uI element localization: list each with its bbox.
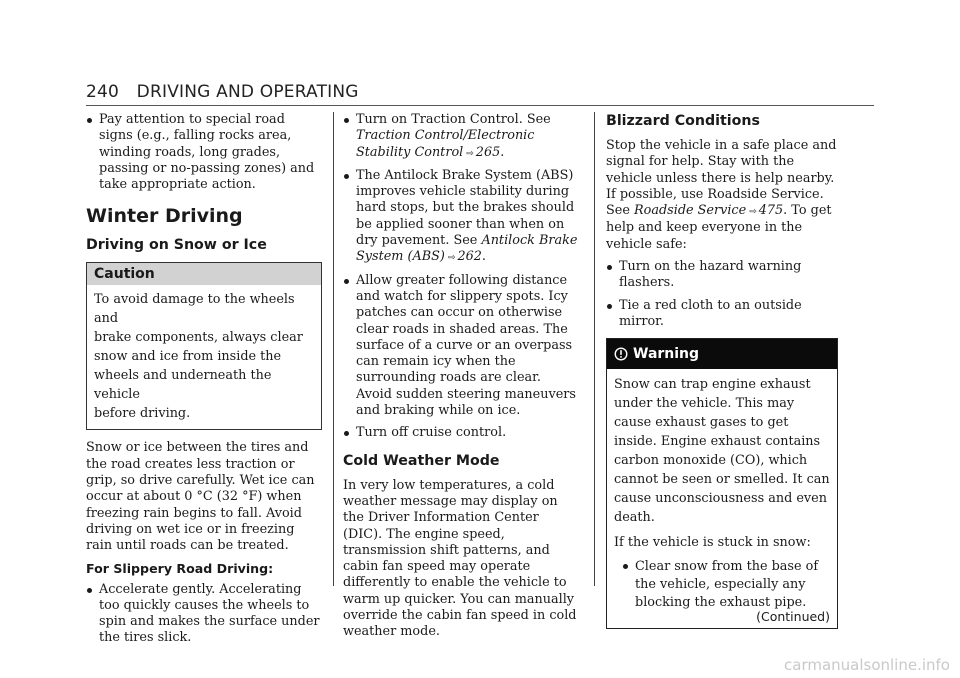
- list-item-text: The Antilock Brake System (ABS) improves vehicle stability during hard stops, but the brakes should be applied sooner than when on dry pavement. See: [356, 167, 575, 249]
- run-in-heading: For Slippery Road Driving:: [86, 560, 274, 576]
- warning-icon: [614, 347, 628, 361]
- page-reference[interactable]: 265: [475, 144, 501, 160]
- bullet-list: [86, 112, 322, 193]
- caution-box: [86, 262, 322, 430]
- warning-paragraph: Snow can trap engine exhaust under the vehicle. This may cause exhaust gases to get inside. Engine exhaust contains carbon monoxide (CO), which cannot be seen or smelled. It can cause unconsciousness and even death.: [614, 377, 830, 526]
- warning-box: [606, 338, 838, 629]
- list-item: The Antilock Brake System (ABS) improves vehicle stability during hard stops, but the brakes should be applied sooner than when on dry pavement. See Antilock Brake System (ABS) ⇨ 262.: [343, 168, 579, 267]
- warning-header: [607, 339, 837, 369]
- subsection-heading: Blizzard Conditions: [606, 113, 760, 129]
- subsection-heading: Cold Weather Mode: [343, 452, 500, 469]
- column-3: [606, 112, 838, 629]
- page-reference[interactable]: 475: [758, 203, 784, 219]
- list-item: Accelerate gently. Accelerating too quickly causes the wheels to spin and makes the surface under the tires slick.: [86, 582, 322, 647]
- caution-line: wheels and underneath the vehicle: [94, 368, 272, 403]
- column-divider-2: [594, 112, 595, 586]
- caution-line: snow and ice from inside the: [94, 349, 282, 365]
- list-item: Turn off cruise control.: [343, 425, 579, 441]
- page-number: 240: [86, 82, 120, 102]
- cross-reference-link[interactable]: Roadside Service: [634, 203, 747, 219]
- section-heading: Winter Driving: [86, 205, 243, 228]
- body-paragraph: Snow or ice between the tires and the road creates less traction or grip, so drive carefully. Wet ice can occur at about 0 °C (32 °F) when freezing rain begins to fall. Avoid driving on wet ice or in freezing rain until roads can be treated.: [86, 440, 315, 554]
- watermark: carmanualsonline.info: [784, 656, 950, 674]
- caution-body: [87, 285, 321, 429]
- caution-title: Caution: [87, 263, 321, 285]
- column-1: [86, 112, 322, 653]
- subsection-heading: Driving on Snow or Ice: [86, 237, 267, 254]
- warning-title: Warning: [633, 346, 700, 363]
- continued-label: (Continued): [756, 609, 830, 625]
- page-header: [86, 82, 359, 102]
- section-title: DRIVING AND OPERATING: [136, 82, 359, 102]
- page-arrow-icon: ⇨: [466, 148, 474, 159]
- cross-reference-link[interactable]: Traction Control/Electronic Stability Control: [356, 128, 535, 160]
- body-paragraph: In very low temperatures, a cold weather message may display on the Driver Information Center (DIC). The engine speed, transmission shift patterns, and cabin fan speed may operate differently to enable the vehicle to warm up quicker. You can manually override the cabin fan speed in cold weather mode.: [343, 477, 577, 640]
- column-divider-1: [333, 112, 334, 586]
- cross-reference-link[interactable]: Antilock Brake System (ABS): [356, 233, 578, 265]
- paragraph-text: . To get help and keep everyone in the vehicle safe:: [606, 203, 832, 252]
- list-item: Turn on the hazard warning flashers.: [606, 259, 838, 292]
- page-reference[interactable]: 262: [457, 249, 482, 265]
- warning-body: [607, 369, 837, 628]
- header-divider: [86, 105, 874, 106]
- list-item: Tie a red cloth to an outside mirror.: [606, 298, 838, 331]
- bullet-list: [606, 259, 838, 330]
- paragraph-text: Stop the vehicle in a safe place and signal for help. Stay with the vehicle unless there is help nearby. If possible, use Roadside Service. See: [606, 138, 837, 219]
- caution-line: To avoid damage to the wheels and: [94, 292, 295, 327]
- bullet-list: [614, 558, 830, 612]
- warning-paragraph: If the vehicle is stuck in snow:: [614, 535, 811, 551]
- page-arrow-icon: ⇨: [447, 253, 456, 264]
- bullet-list: [343, 112, 579, 442]
- caution-line: before driving.: [94, 406, 191, 422]
- bullet-list: [86, 582, 322, 647]
- column-2: [343, 112, 579, 647]
- list-item: Pay attention to special road signs (e.g., falling rocks area, winding roads, long grades, passing or no-passing zones) and take appropriate action.: [86, 112, 322, 193]
- list-item: Allow greater following distance and watch for slippery spots. Icy patches can occur on otherwise clear roads in shaded areas. The surface of a curve or an overpass can remain icy when the surrounding roads are clear. Avoid sudden steering maneuvers and braking while on ice.: [343, 273, 579, 420]
- list-item: Clear snow from the base of the vehicle, especially any blocking the exhaust pipe.: [622, 558, 830, 612]
- page-arrow-icon: ⇨: [749, 207, 757, 218]
- list-item-text: Turn on Traction Control. See: [356, 112, 551, 127]
- list-item: Turn on Traction Control. See Traction Control/Electronic Stability Control ⇨ 265.: [343, 112, 579, 162]
- caution-line: brake components, always clear: [94, 330, 303, 346]
- body-paragraph: [606, 138, 838, 253]
